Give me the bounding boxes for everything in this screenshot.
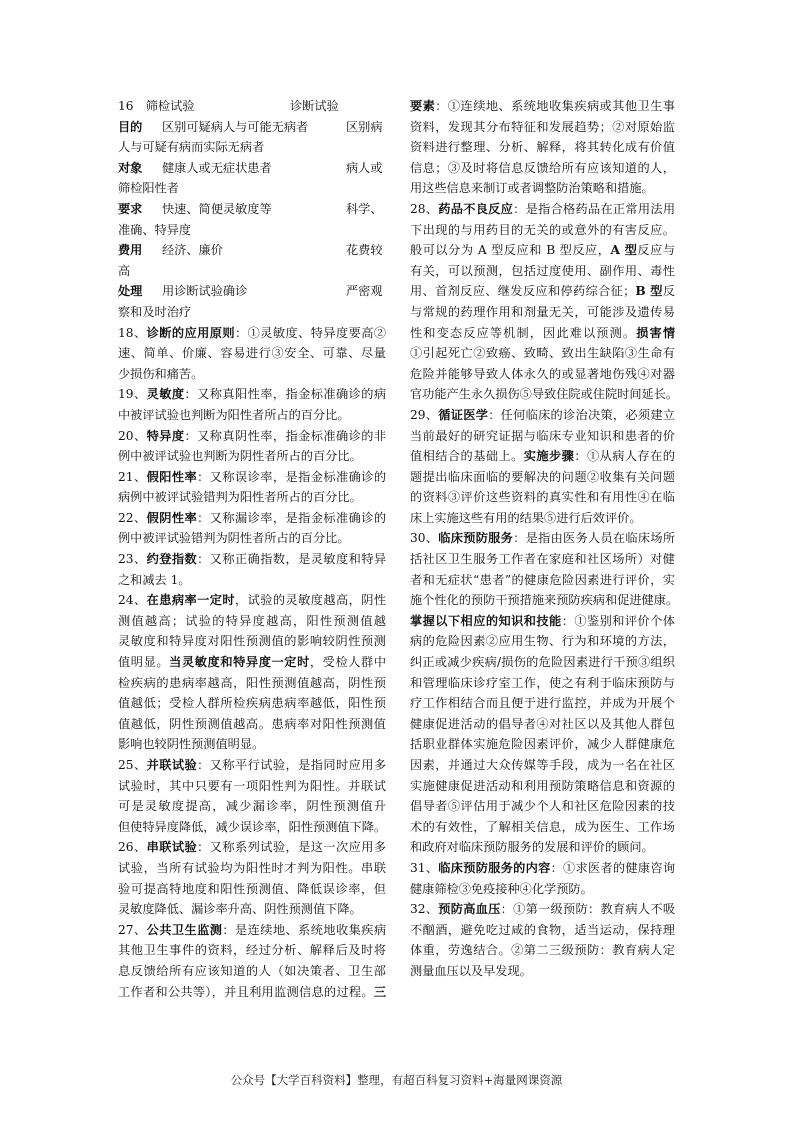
text-line (118, 467, 386, 488)
line-text: 反应与 (637, 243, 675, 258)
line-text: 其他卫生事件的资料，经过分析、解释后及时将 (118, 943, 386, 958)
line-text: 之和减去 1。 (118, 572, 191, 587)
list-item (118, 549, 386, 590)
line-text: 23、 (118, 552, 147, 567)
line-text: 例中被评试验错判为阴性者所占的百分比。 (118, 531, 350, 546)
row-diagnostic: 区别病 (346, 119, 383, 134)
text-line (410, 343, 675, 364)
line-text: 27、 (118, 922, 147, 937)
line-text: 25、 (118, 758, 147, 772)
text-line (118, 734, 386, 755)
line-text: ：又称系列试验，是这一次应用多 (197, 840, 386, 855)
text-line (118, 940, 386, 961)
text-line (118, 611, 386, 632)
row-label: 处理 (118, 284, 143, 299)
term-heading: B 型 (635, 284, 663, 299)
line-text: ：又称漏诊率，是指金标准确诊的 (197, 510, 386, 525)
text-line (118, 899, 386, 920)
row-continuation: 准确、特异度 (118, 222, 192, 237)
text-line (410, 570, 675, 591)
table-row (118, 199, 386, 220)
line-text: 病的危险因素②应用生物、行为和环境的方法， (410, 634, 675, 649)
header-screening: 16 筛检试验 (118, 99, 195, 113)
text-line (118, 364, 386, 385)
line-text: 性和变态反应等机制，因此难以预测。 (410, 325, 637, 340)
text-line (118, 858, 386, 879)
text-line (410, 261, 675, 282)
line-text: ：是指合格药品在正常用法用 (513, 201, 675, 216)
row-diagnostic: 病人或 (346, 160, 383, 175)
line-text: 施个性化的预防干预措施来预防疾病和促进健康。 (410, 593, 679, 608)
line-text: 值越低，阴性预测值越高。患病率对阳性预测值 (118, 716, 386, 731)
line-text: ：①第一级预防：教育病人不吸 (500, 902, 675, 917)
line-text: 测值越高；试验的特异度越高，阳性预测值越 (118, 613, 386, 628)
term-heading: 预防高血压 (438, 902, 501, 917)
text-line (118, 570, 386, 591)
list-item (410, 96, 675, 199)
line-text: 值越低；受检人群所检疾病患病率越低，阳性预 (118, 696, 386, 711)
term-heading: 串联试验 (146, 840, 198, 855)
line-text: 下出现的与用药目的无关的或意外的有害反应。 (410, 222, 675, 237)
row-label: 目的 (118, 119, 143, 134)
text-line (118, 590, 386, 611)
line-text: ：任何临床的诊治决策，必须建立 (488, 407, 675, 422)
line-text: 实施健康促进活动和利用预防策略信息和资源的 (410, 778, 675, 793)
line-text: 中被评试验也判断为阳性者所占的百分比。 (118, 407, 350, 422)
text-line (410, 199, 675, 220)
line-text: ，试验的灵敏度越高，阴性 (234, 593, 386, 608)
line-text: 倡导者⑤评估用于减少个人和社区危险因素的技 (410, 799, 675, 814)
line-text: 用这些信息来制订或者调整防治策略和措施。 (410, 181, 654, 196)
text-line (410, 631, 675, 652)
line-text: ：①连续地、系统地收集疾病或其他卫生事 (435, 99, 675, 113)
line-text: 灵敏度降低、漏诊率升高、阴性预测值下降。 (118, 902, 362, 917)
line-text: 的资料③评价这些资料的真实性和有用性④在临 (410, 490, 675, 505)
line-text: ：又称真阳性率，指金标准确诊的病 (184, 387, 386, 402)
term-heading: 临床预防服务的内容 (438, 860, 551, 875)
term-heading: 在患病率一定时 (146, 593, 235, 608)
text-line (410, 405, 675, 426)
text-line (118, 652, 386, 673)
line-text: ：①求医者的健康咨询 (550, 860, 675, 875)
text-line (410, 961, 675, 982)
text-line (118, 673, 386, 694)
text-line (410, 96, 675, 117)
line-text: 速、简单、价廉、容易进行③安全、可靠、尽量 (118, 346, 386, 361)
line-text: 28、 (410, 201, 439, 216)
text-line (410, 384, 679, 405)
line-text: 30、 (410, 531, 439, 546)
list-item (118, 508, 386, 549)
comparison-table (118, 117, 386, 323)
text-line (410, 796, 675, 817)
text-line (410, 323, 675, 344)
term-heading: 要素 (410, 99, 436, 113)
text-line (118, 879, 386, 900)
table-header-row (118, 96, 386, 117)
table-row (118, 281, 386, 302)
text-line (118, 549, 386, 570)
line-text: 值相结合的基础上。 (410, 449, 524, 464)
line-text: 18、 (118, 325, 147, 340)
line-text: 不酗酒，避免吃过咸的食物，适当运动，保持理 (410, 922, 675, 937)
text-line (118, 693, 386, 714)
term-heading: 循证医学 (438, 407, 489, 422)
line-text: 括社区卫生服务工作者在家庭和社区场所）对健 (410, 552, 675, 567)
row-label: 对象 (118, 160, 143, 175)
page-footer: 公众号【大学百科资料】整理，有超百科复习资料+海量网课资源 (230, 1073, 563, 1087)
line-text: 当前最好的研究证据与临床专业知识和患者的价 (410, 428, 675, 443)
text-line (410, 940, 675, 961)
term-heading: 掌握以下相应的知识和技能 (410, 613, 562, 628)
line-text: 床上实施这些有用的结果⑤进行后效评价。 (410, 510, 642, 525)
line-text: 24、 (118, 593, 147, 608)
line-text: 健康筛检③免疫接种④化学预防。 (410, 881, 593, 896)
text-line (410, 920, 675, 941)
line-text: 用、首剂反应、继发反应和停药综合征； (410, 284, 636, 299)
text-line (410, 899, 675, 920)
term-heading: 特异度 (146, 428, 185, 443)
term-heading: 并联试验 (146, 758, 198, 772)
line-text: ：又称平行试验，是指同时应用多 (197, 758, 386, 772)
row-screening: 快速、简便灵敏度等 (162, 201, 272, 216)
line-text: ：①鉴别和评价个体 (561, 613, 675, 628)
text-line (410, 817, 675, 838)
text-line (118, 796, 386, 817)
line-text: 和管理临床诊疗室工作，使之有利于临床预防与 (410, 675, 675, 690)
text-line (118, 714, 386, 735)
right-items (410, 96, 679, 982)
right-column (410, 96, 679, 982)
term-heading: 损害情 (636, 325, 675, 340)
line-text: 22、 (118, 510, 147, 525)
line-text: 少损伤和痛苦。 (118, 366, 204, 381)
text-line (410, 673, 675, 694)
line-text: 试验时，其中只要有一项阳性判为阳性。并联试 (118, 778, 386, 793)
line-text: 资料，发现其分布特征和发展趋势；②对原始监 (410, 119, 675, 134)
term-heading: 三 (373, 984, 386, 999)
term-heading: 诊断的应用原则 (146, 325, 235, 340)
line-text: 纠正或减少疾病/损伤的危险因素进行干预③组织 (410, 655, 675, 670)
term-heading: 灵敏度 (146, 387, 185, 402)
text-line (410, 611, 675, 632)
line-text: 和政府对临床预防服务的发展和评价的顾问。 (410, 840, 654, 855)
line-text: 信息；③及时将信息反馈给所有应该知道的人， (410, 160, 675, 175)
term-heading: 临床预防服务 (438, 531, 514, 546)
line-text: 工作者和公共等），并且利用监测信息的过程。 (118, 984, 374, 999)
line-text: ：又称正确指数，是灵敏度和特异 (197, 552, 386, 567)
term-heading: 当灵敏度和特异度一定时 (169, 655, 310, 670)
text-line (118, 446, 386, 467)
text-line (410, 220, 675, 241)
text-line (410, 117, 675, 138)
row-screening: 区别可疑病人与可能无病者 (162, 119, 309, 134)
text-line (410, 137, 675, 158)
text-line (410, 858, 675, 879)
line-text: 21、 (118, 469, 147, 484)
list-item (410, 858, 675, 899)
left-column (118, 96, 386, 1002)
table-row (118, 117, 386, 138)
line-text: ：是连续地、系统地收集疾病 (222, 922, 386, 937)
term-heading: A 型 (610, 243, 638, 258)
line-text: 例中被评试验也判断为阴性者所占的百分比。 (118, 449, 362, 464)
text-line (118, 528, 386, 549)
term-heading: 公共卫生监测 (146, 922, 223, 937)
text-line (118, 508, 386, 529)
list-item (118, 384, 386, 425)
text-line (410, 776, 675, 797)
text-line (118, 384, 386, 405)
term-heading: 药品不良反应 (438, 201, 514, 216)
line-text: ：是指由医务人员在临床场所 (513, 531, 675, 546)
line-text: 息反馈给所有应该知道的人（如决策者、卫生部 (118, 963, 386, 978)
text-line (410, 508, 675, 529)
list-item (118, 467, 386, 508)
row-label: 要求 (118, 201, 143, 216)
row-diagnostic: 严密观 (346, 284, 383, 299)
line-text: ：①灵敏度、特异度要高② (234, 325, 386, 340)
line-text: 资料进行整理、分析、解释，将其转化成有价值 (410, 140, 675, 155)
text-line (410, 302, 675, 323)
line-text: ，受检人群中 (309, 655, 386, 670)
row-screening: 经济、廉价 (162, 243, 223, 258)
list-item (410, 199, 679, 405)
list-item (410, 899, 675, 981)
text-line (118, 817, 386, 838)
line-text: 影响也较阴性预测值明显。 (118, 737, 265, 752)
line-text: ：①从病人存在的 (574, 449, 675, 464)
line-text: 术的有效性，了解相关信息，成为医生、工作场 (410, 819, 675, 834)
line-text: 19、 (118, 387, 147, 402)
term-heading: 假阳性率 (146, 469, 198, 484)
text-line (410, 364, 675, 385)
term-heading: 假阴性率 (146, 510, 198, 525)
line-text: 疗工作相结合而且便于进行监控，并成为开展个 (410, 696, 675, 711)
line-text: 但使特异度降低，减少误诊率，阳性预测值下降。 (118, 819, 387, 834)
line-text: ：又称真阴性率，指金标准确诊的非 (184, 428, 386, 443)
term-heading: 实施步骤 (523, 449, 575, 464)
text-line (410, 755, 675, 776)
line-text: 灵敏度和特异度对阳性预测值的影响较阴性预测 (118, 634, 386, 649)
row-continuation: 高 (118, 263, 131, 278)
text-line (410, 693, 675, 714)
line-text: 可是灵敏度提高，减少漏诊率，阴性预测值升 (118, 799, 386, 814)
text-line (118, 405, 386, 426)
line-text: 有关，可以预测，包括过度使用、副作用、毒性 (410, 263, 675, 278)
line-text: 病例中被评试验错判为阳性者所占的百分比。 (118, 490, 362, 505)
line-text: 测量血压以及早发现。 (410, 963, 532, 978)
list-item (118, 590, 386, 755)
text-line (410, 487, 675, 508)
text-line (410, 467, 675, 488)
line-text: 题提出临床面临的要解决的问题②收集有关问题 (410, 469, 675, 484)
text-line (410, 734, 675, 755)
line-text: 体重，劳逸结合。②第二三级预防：教育病人定 (410, 943, 675, 958)
row-continuation: 筛检阳性者 (118, 181, 179, 196)
row-continuation: 人与可疑有病而实际无病者 (118, 140, 265, 155)
line-text: 因素，并通过大众传媒等手段，成为一名在社区 (410, 758, 675, 772)
line-text: 试验，当所有试验均为阳性时才判为阳性。串联 (118, 860, 386, 875)
line-text: 31、 (410, 860, 439, 875)
text-line (118, 343, 386, 364)
text-line (410, 528, 675, 549)
text-line (410, 549, 675, 570)
line-text: 般可以分为 A 型反应和 B 型反应， (410, 243, 611, 258)
row-label: 费用 (118, 243, 143, 258)
text-line (410, 281, 675, 302)
text-line (410, 426, 675, 447)
text-line (118, 961, 386, 982)
table-row (118, 240, 386, 261)
text-line (118, 837, 386, 858)
line-text: 括职业群体实施危险因素评价，减少人群健康危 (410, 737, 675, 752)
text-line (118, 755, 386, 776)
row-diagnostic: 科学、 (346, 201, 383, 216)
text-line (118, 426, 386, 447)
line-text: 者和无症状“患者”的健康危险因素进行评价，实 (410, 572, 675, 587)
list-item (410, 405, 675, 529)
text-line (410, 590, 679, 611)
line-text: 危险并能够导致人体永久的或显著地伤残④对器 (410, 366, 675, 381)
table-row (118, 158, 386, 179)
term-heading: 约登指数 (146, 552, 198, 567)
text-line (410, 446, 675, 467)
line-text: ：又称误诊率，是指金标准确诊的 (197, 469, 386, 484)
line-text: 验可提高特地度和阳性预测值、降低误诊率，但 (118, 881, 386, 896)
row-screening: 用诊断试验确诊 (162, 284, 248, 299)
line-text: 32、 (410, 902, 439, 917)
text-line (118, 920, 386, 941)
header-diagnostic: 诊断试验 (290, 99, 339, 113)
line-text: 29、 (410, 407, 439, 422)
line-text: 20、 (118, 428, 147, 443)
line-text: 反 (662, 284, 675, 299)
text-line (118, 776, 386, 797)
line-text: 官功能产生永久损伤⑤导致住院或住院时间延长。 (410, 387, 679, 402)
text-line (118, 487, 386, 508)
text-line (410, 714, 675, 735)
text-line (118, 323, 386, 344)
row-continuation: 察和及时治疗 (118, 304, 192, 319)
list-item (118, 755, 386, 837)
text-line (410, 837, 675, 858)
line-text: 26、 (118, 840, 147, 855)
list-item (118, 920, 386, 1002)
text-line (118, 982, 386, 1003)
left-items (118, 323, 386, 1003)
line-text: 值明显。 (118, 655, 170, 670)
text-line (410, 240, 675, 261)
row-screening: 健康人或无症状患者 (162, 160, 272, 175)
list-item (410, 528, 679, 858)
line-text: 与常规的药理作用和剂量无关，可能涉及遗传易 (410, 304, 675, 319)
line-text: ①引起死亡②致癌、致畸、致出生缺陷③生命有 (410, 346, 675, 361)
text-line (410, 178, 675, 199)
line-text: 检疾病的患病率越高，阳性预测值越高，阴性预 (118, 675, 386, 690)
list-item (118, 837, 386, 919)
line-text: 健康促进活动的倡导者④对社区以及其他人群包 (410, 716, 675, 731)
text-line (410, 158, 675, 179)
list-item (118, 426, 386, 467)
text-line (410, 879, 675, 900)
row-diagnostic: 花费较 (346, 243, 383, 258)
text-line (118, 631, 386, 652)
list-item (118, 323, 386, 385)
text-line (410, 652, 675, 673)
